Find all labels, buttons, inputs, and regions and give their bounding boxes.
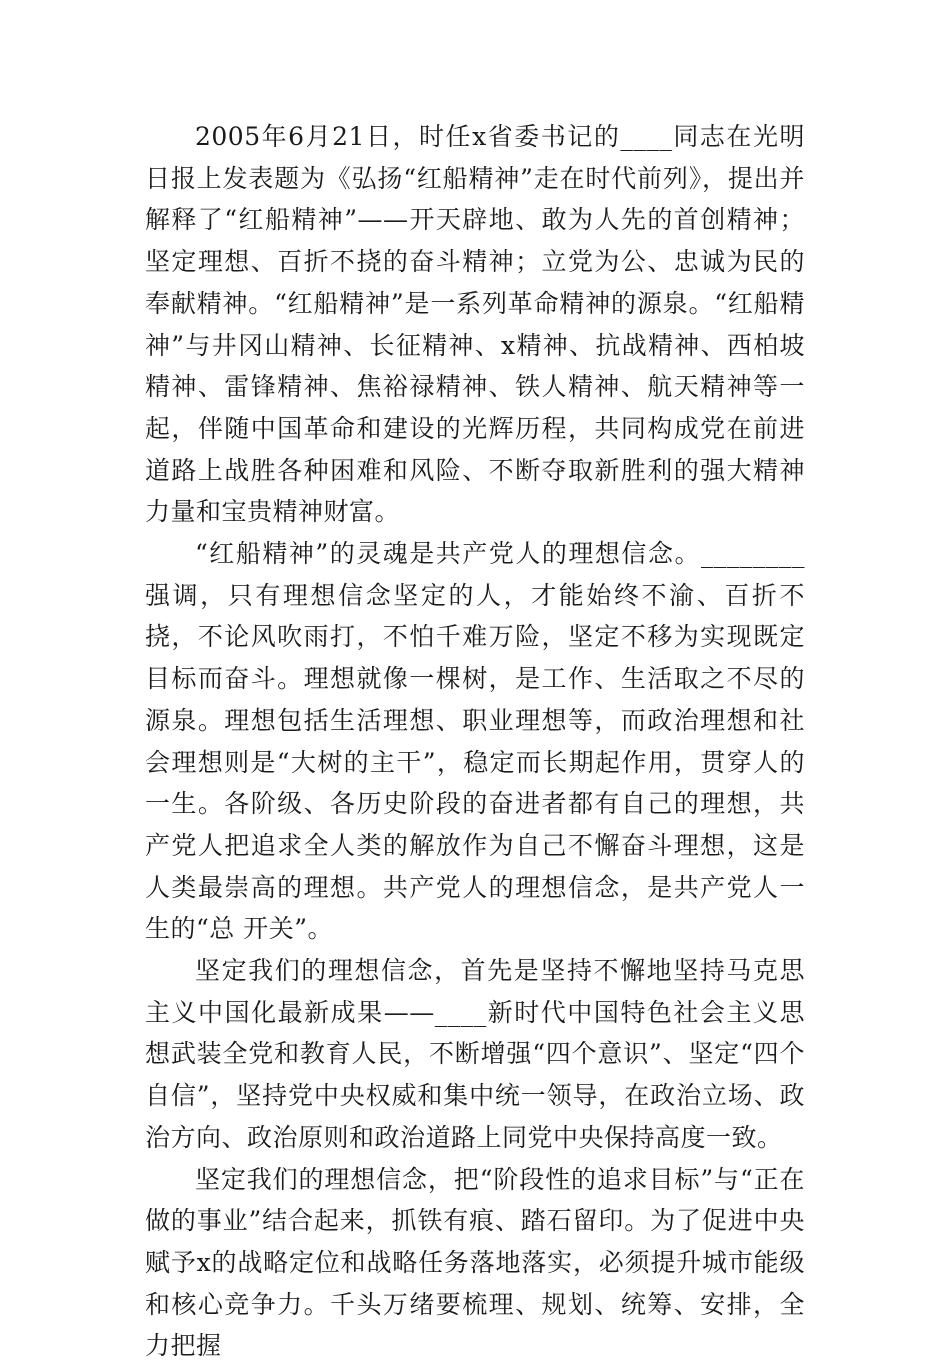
paragraph-red-boat-spirit-origin: 2005年6月21日，时任x省委书记的____同志在光明日报上发表题为《弘扬“红船精神”走在时代前列》，提出并解释了“红船精神”——开天辟地、敢为人先的首创精神；坚定理想、百折不挠的奋斗精神；立党为公、忠诚为民的奉献精神。“红船精神”是一系列革命精神的源泉。“红船精神”与井冈山精神、长征精神、x精神、抗战精神、西柏坡精神、雷锋精神、焦裕禄精神、铁人精神、航天精神等一起，伴随中国革命和建设的光辉历程，共同构成党在前进道路上战胜各种困难和风险、不断夺取新胜利的强大精神力量和宝贵精神财富。 [145,122,805,527]
paragraph-ideals-and-beliefs: “红船精神”的灵魂是共产党人的理想信念。________强调，只有理想信念坚定的人，才能始终不渝、百折不挠，不论风吹雨打，不怕千难万险，坚定不移为实现既定目标而奋斗。理想就像一棵树，是工作、生活取之不尽的源泉。理想包括生活理想、职业理想等，而政治理想和社会理想则是“大树的主干”，稳定而长期起作用，贯穿人的一生。各阶级、各历史阶段的奋进者都有自己的理想，共产党人把追求全人类的解放作为自己不懈奋斗理想，这是人类最崇高的理想。共产党人的理想信念，是共产党人一生的“总 开关”。 [145,539,805,944]
document-body [145,116,805,1367]
paragraph-firm-beliefs-goals: 坚定我们的理想信念，把“阶段性的追求目标”与“正在做的事业”结合起来，抓铁有痕、踏石留印。为了促进中央赋予x的战略定位和战略任务落地落实，必须提升城市能级和核心竞争力。千头万绪要梳理、规划、统筹、安排，全力把握 [145,1164,805,1361]
paragraph-firm-beliefs-first: 坚定我们的理想信念，首先是坚持不懈地坚持马克思主义中国化最新成果——____新时代中国特色社会主义思想武装全党和教育人民，不断增强“四个意识”、坚定“四个自信”，坚持党中央权威和集中统一领导，在政治立场、政治方向、政治原则和政治道路上同党中央保持高度一致。 [145,956,805,1152]
